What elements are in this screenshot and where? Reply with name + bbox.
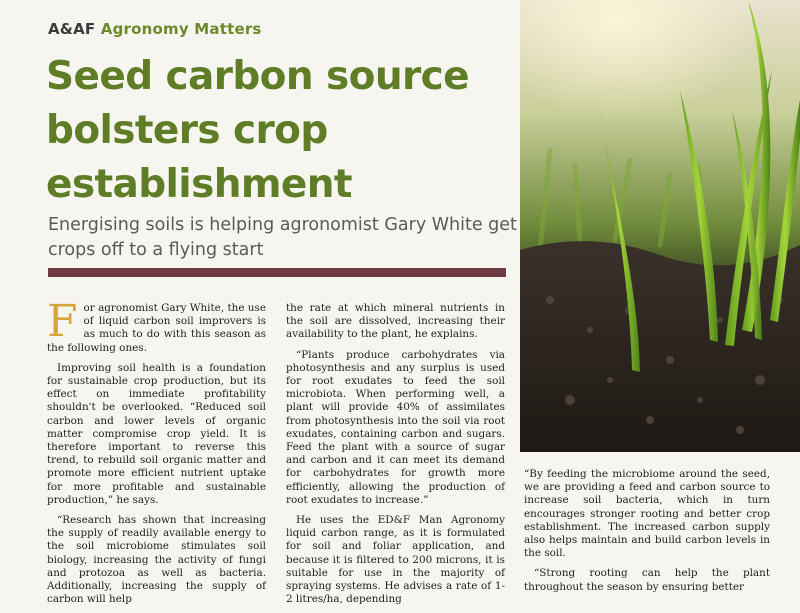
headline-line: bolsters crop: [46, 108, 328, 153]
paragraph-text: or agronomist Gary White, the use of liquid carbon soil improvers is as much to do with this season as the following ones.: [47, 302, 266, 354]
paragraph: [47, 296, 266, 355]
paragraph: “Strong rooting can help the plant throughout the season by ensuring better: [524, 567, 770, 593]
headline-line: Seed carbon source: [46, 54, 469, 99]
seedling-photo: [520, 0, 800, 452]
title-divider: [48, 268, 506, 277]
paragraph: “By feeding the microbiome around the seed, we are providing a feed and carbon source to increase soil bacteria, which in turn encourages stronger rooting and better crop establishment. The increased carbon supply also helps maintain and build carbon levels in the soil.: [524, 468, 770, 560]
headline: [46, 50, 516, 212]
section-tag: [48, 20, 262, 38]
standfirst: Energising soils is helping agronomist Gary White get crops off to a flying start: [48, 215, 517, 260]
drop-cap: F: [47, 296, 78, 347]
article-column-2: [286, 302, 505, 613]
paragraph: “Research has shown that increasing the supply of readily available energy to the soil microbiome stimulates soil biology, increasing the activity of fungi and protozoa as well as bacteria. Additionally, increasing the supply of carbon will help: [47, 514, 266, 606]
article-column-1: [47, 296, 266, 613]
paragraph: the rate at which mineral nutrients in the soil are dissolved, increasing their availability to the plant, he explains.: [286, 302, 505, 341]
section-name: Agronomy Matters: [100, 20, 262, 38]
article-column-3: [524, 468, 770, 601]
paragraph: “Plants produce carbohydrates via photosynthesis and any surplus is used for root exudates to feed the soil microbiota. When performing well, a plant will provide 40% of assimilates from photosynthesis into the soil via root exudates, containing carbon and sugars. Feed the plant with a source of sugar and carbon and it can meet its demand for carbohydrates for growth more efficiently, allowing the production of root exudates to increase.”: [286, 348, 505, 506]
headline-line: establishment: [46, 162, 352, 207]
paragraph: Improving soil health is a foundation for sustainable crop production, but its effect on immediate profitability shouldn't be overlooked. “Reduced soil carbon and lower levels of organic matter compromise crop yield. It is therefore important to reverse this trend, to rebuild soil organic matter and promote more efficient nutrient uptake for more profitable and sustainable production,” he says.: [47, 361, 266, 506]
magazine-brand: A&AF: [48, 20, 96, 38]
paragraph: He uses the ED&F Man Agronomy liquid carbon range, as it is formulated for soil and foliar application, and because it is filtered to 200 microns, it is suitable for use in the majority of spraying systems. He advises a rate of 1-2 litres/ha, depending: [286, 514, 505, 606]
